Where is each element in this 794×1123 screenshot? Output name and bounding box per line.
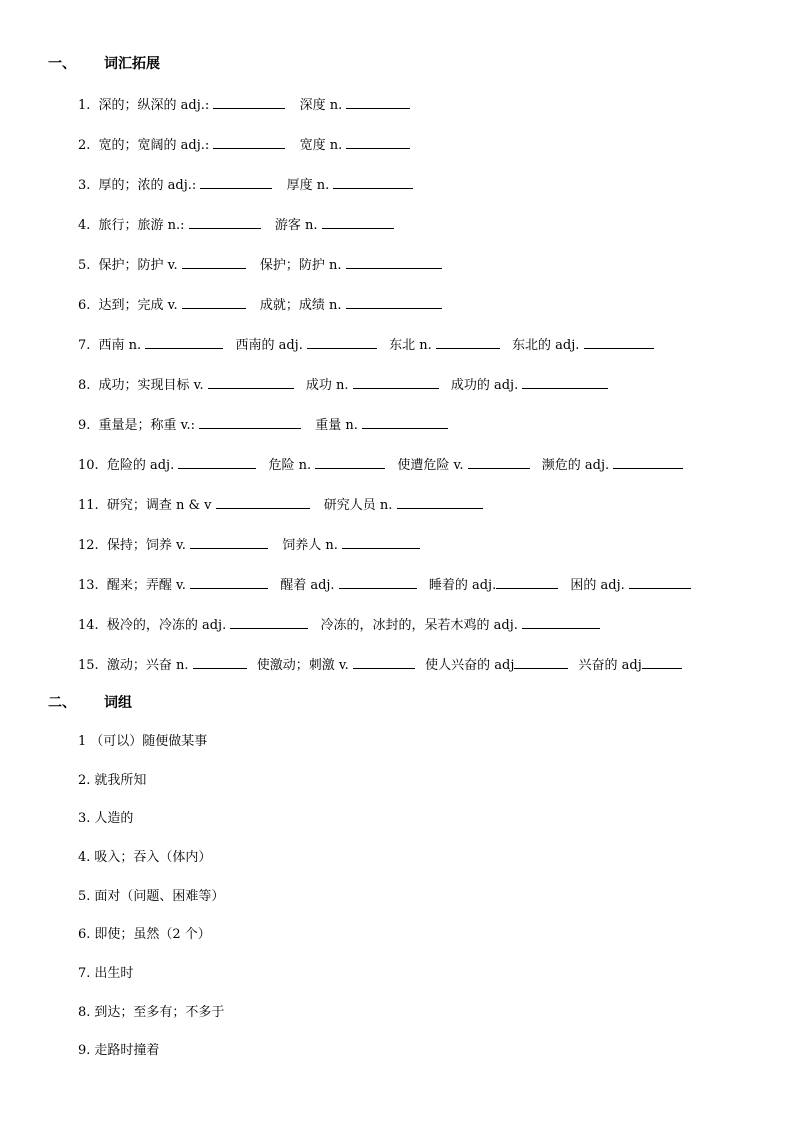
answer-blank[interactable] — [199, 414, 301, 429]
answer-blank[interactable] — [584, 334, 654, 349]
vocab-item-4 — [78, 214, 394, 234]
phrase-item-6 — [78, 925, 211, 945]
item-prompt: 兴奋的 adj — [578, 658, 642, 673]
answer-blank[interactable] — [514, 654, 568, 669]
vocab-item-7 — [78, 334, 654, 354]
vocab-item-2 — [78, 134, 410, 154]
item-prompt: 西南的 adj. — [235, 338, 303, 353]
section-1-title: 词汇拓展 — [104, 56, 160, 72]
item-number: 2. — [78, 773, 91, 788]
item-prompt: 厚度 n. — [286, 178, 330, 193]
item-prompt: 宽的；宽阔的 adj.: — [98, 138, 214, 153]
item-prompt: 走路时撞着 — [94, 1043, 160, 1058]
item-prompt: 激动；兴奋 n. — [106, 658, 189, 673]
answer-blank[interactable] — [213, 94, 285, 109]
section-2-number: 二、 — [48, 695, 76, 711]
item-prompt: 成功 n. — [305, 378, 349, 393]
vocab-item-12 — [78, 534, 420, 554]
answer-blank[interactable] — [346, 254, 442, 269]
section-1-number: 一、 — [48, 56, 76, 72]
item-number: 3. — [78, 178, 91, 193]
item-prompt: 宽度 n. — [299, 138, 343, 153]
item-number: 2. — [78, 138, 91, 153]
answer-blank[interactable] — [190, 574, 268, 589]
item-prompt: 极冷的，冷冻的 adj. — [106, 618, 227, 633]
vocab-item-9 — [78, 414, 448, 434]
answer-blank[interactable] — [190, 534, 268, 549]
answer-blank[interactable] — [346, 134, 410, 149]
answer-blank[interactable] — [629, 574, 691, 589]
item-prompt: 使人兴奋的 adj — [425, 658, 515, 673]
phrase-item-3 — [78, 809, 133, 829]
item-number: 7. — [78, 338, 91, 353]
answer-blank[interactable] — [342, 534, 420, 549]
answer-blank[interactable] — [189, 214, 261, 229]
phrase-item-7 — [78, 964, 133, 984]
item-number: 8. — [78, 1005, 91, 1020]
item-prompt: 吸入；吞入（体内） — [94, 850, 212, 865]
item-number: 6. — [78, 927, 91, 942]
item-prompt: 保护；防护 n. — [259, 258, 342, 273]
item-number: 11. — [78, 498, 99, 513]
item-prompt: 东北 n. — [389, 338, 432, 353]
item-number: 4. — [78, 850, 91, 865]
vocab-item-11 — [78, 494, 483, 514]
phrase-item-1 — [78, 732, 207, 752]
phrase-item-5 — [78, 887, 224, 907]
item-number: 1. — [78, 98, 91, 113]
item-number: 7. — [78, 966, 91, 981]
answer-blank[interactable] — [353, 654, 415, 669]
item-prompt: 困的 adj. — [570, 578, 625, 593]
item-prompt: 西南 n. — [98, 338, 142, 353]
phrase-item-9 — [78, 1041, 159, 1061]
answer-blank[interactable] — [613, 454, 683, 469]
vocab-item-10 — [78, 454, 683, 474]
vocab-item-1 — [78, 94, 410, 114]
phrase-item-2 — [78, 771, 146, 791]
answer-blank[interactable] — [213, 134, 285, 149]
item-number: 9. — [78, 418, 91, 433]
item-prompt: 使激动；刺激 v. — [256, 658, 349, 673]
answer-blank[interactable] — [468, 454, 530, 469]
item-prompt: 研究；调查 n & v — [106, 498, 212, 513]
answer-blank[interactable] — [339, 574, 417, 589]
answer-blank[interactable] — [322, 214, 394, 229]
item-prompt: 东北的 adj. — [512, 338, 580, 353]
vocab-item-6 — [78, 294, 442, 314]
item-number: 8. — [78, 378, 91, 393]
item-number: 15. — [78, 658, 99, 673]
item-prompt: 出生时 — [94, 966, 134, 981]
item-number: 10. — [78, 458, 99, 473]
item-prompt: 研究人员 n. — [323, 498, 393, 513]
section-1-heading — [48, 54, 160, 74]
answer-blank[interactable] — [436, 334, 500, 349]
item-prompt: 重量是；称重 v.: — [98, 418, 195, 433]
item-prompt: 成就；成绩 n. — [259, 298, 342, 313]
answer-blank[interactable] — [193, 654, 247, 669]
item-number: 9. — [78, 1043, 91, 1058]
vocab-item-14 — [78, 614, 600, 634]
answer-blank[interactable] — [353, 374, 439, 389]
answer-blank[interactable] — [182, 254, 246, 269]
answer-blank[interactable] — [522, 614, 600, 629]
item-prompt: 睡着的 adj. — [428, 578, 497, 593]
answer-blank[interactable] — [496, 574, 558, 589]
item-prompt: 使遭危险 v. — [397, 458, 464, 473]
item-prompt: 面对（问题、困难等） — [94, 889, 225, 904]
item-prompt: 深的；纵深的 adj.: — [98, 98, 214, 113]
item-prompt: 醒着 adj. — [280, 578, 335, 593]
item-prompt: 重量 n. — [315, 418, 358, 433]
item-number: 4. — [78, 218, 91, 233]
answer-blank[interactable] — [346, 94, 410, 109]
phrase-item-8 — [78, 1003, 224, 1023]
vocab-item-5 — [78, 254, 442, 274]
item-number: 1 — [78, 734, 87, 749]
answer-blank[interactable] — [346, 294, 442, 309]
item-prompt: 人造的 — [94, 811, 134, 826]
answer-blank[interactable] — [397, 494, 483, 509]
answer-blank[interactable] — [216, 494, 310, 509]
item-number: 5. — [78, 889, 91, 904]
vocab-item-8 — [78, 374, 608, 394]
item-prompt: 达到；完成 v. — [98, 298, 178, 313]
item-prompt: 旅行；旅游 n.: — [98, 218, 189, 233]
answer-blank[interactable] — [642, 654, 682, 669]
item-number: 12. — [78, 538, 99, 553]
answer-blank[interactable] — [182, 294, 246, 309]
item-prompt: 危险的 adj. — [106, 458, 175, 473]
answer-blank[interactable] — [208, 374, 294, 389]
item-prompt: 濒危的 adj. — [541, 458, 610, 473]
answer-blank[interactable] — [230, 614, 308, 629]
item-prompt: 就我所知 — [94, 773, 147, 788]
answer-blank[interactable] — [522, 374, 608, 389]
answer-blank[interactable] — [145, 334, 223, 349]
item-number: 5. — [78, 258, 91, 273]
item-prompt: 危险 n. — [268, 458, 312, 473]
item-prompt: 深度 n. — [299, 98, 343, 113]
item-prompt: 游客 n. — [274, 218, 318, 233]
answer-blank[interactable] — [178, 454, 256, 469]
answer-blank[interactable] — [200, 174, 272, 189]
answer-blank[interactable] — [315, 454, 385, 469]
item-number: 14. — [78, 618, 99, 633]
item-prompt: 成功；实现目标 v. — [98, 378, 204, 393]
section-2-heading — [48, 693, 132, 713]
item-prompt: 饲养人 n. — [282, 538, 338, 553]
answer-blank[interactable] — [362, 414, 448, 429]
item-prompt: 保持；饲养 v. — [106, 538, 186, 553]
item-prompt: 即使；虽然（2 个） — [94, 927, 211, 942]
answer-blank[interactable] — [307, 334, 377, 349]
vocab-item-3 — [78, 174, 413, 194]
item-number: 3. — [78, 811, 91, 826]
section-2-title: 词组 — [104, 695, 132, 711]
item-prompt: 厚的；浓的 adj.: — [98, 178, 201, 193]
item-prompt: 成功的 adj. — [450, 378, 519, 393]
vocab-item-15 — [78, 654, 682, 674]
phrase-item-4 — [78, 848, 211, 868]
item-prompt: 冷冻的，冰封的，呆若木鸡的 adj. — [320, 618, 518, 633]
item-number: 13. — [78, 578, 99, 593]
item-number: 6. — [78, 298, 91, 313]
item-prompt: 到达；至多有；不多于 — [94, 1005, 225, 1020]
answer-blank[interactable] — [333, 174, 413, 189]
item-prompt: （可以）随便做某事 — [90, 734, 208, 749]
item-prompt: 醒来；弄醒 v. — [106, 578, 186, 593]
item-prompt: 保护；防护 v. — [98, 258, 178, 273]
vocab-item-13 — [78, 574, 691, 594]
